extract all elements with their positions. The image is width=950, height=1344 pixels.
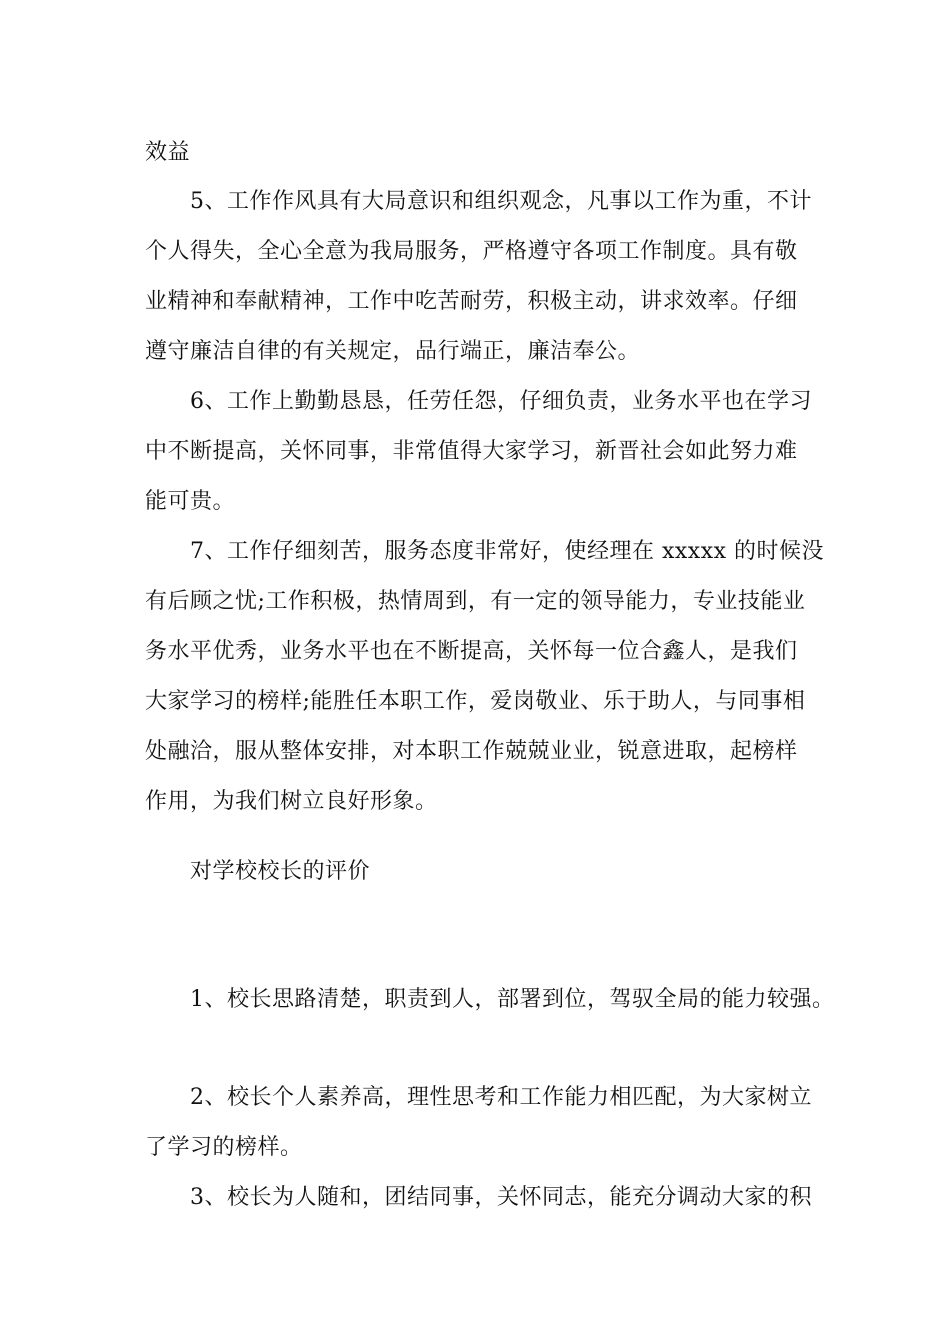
principal-item-2-line-1: 2、校长个人素养高，理性思考和工作能力相匹配，为大家树立 xyxy=(190,1085,812,1110)
item-6-line-2: 中不断提高，关怀同事，非常值得大家学习，新晋社会如此努力难 xyxy=(145,439,798,464)
item-5-line-4: 遵守廉洁自律的有关规定，品行端正，廉洁奉公。 xyxy=(145,339,641,364)
principal-item-3-line-1: 3、校长为人随和，团结同事，关怀同志，能充分调动大家的积 xyxy=(190,1185,812,1210)
item-7-line-1: 7、工作仔细刻苦，服务态度非常好，使经理在 xxxxx 的时候没 xyxy=(190,539,825,564)
item-7-line-6: 作用，为我们树立良好形象。 xyxy=(145,789,438,814)
principal-item-2-line-2: 了学习的榜样。 xyxy=(145,1135,303,1160)
item-6-line-1: 6、工作上勤勤恳恳，任劳任怨，仔细负责，业务水平也在学习 xyxy=(190,389,812,414)
principal-item-1-line-1: 1、校长思路清楚，职责到人，部署到位，驾驭全局的能力较强。 xyxy=(190,987,835,1012)
item-6-line-3: 能可贵。 xyxy=(145,489,236,514)
item-7-line-5: 处融洽，服从整体安排，对本职工作兢兢业业，锐意进取，起榜样 xyxy=(145,739,798,764)
item-7-line-3: 务水平优秀，业务水平也在不断提高，关怀每一位合鑫人，是我们 xyxy=(145,639,798,664)
item-7-line-4: 大家学习的榜样;能胜任本职工作，爱岗敬业、乐于助人，与同事相 xyxy=(145,689,806,714)
item-5-line-3: 业精神和奉献精神，工作中吃苦耐劳，积极主动，讲求效率。仔细 xyxy=(145,289,798,314)
item-5-line-2: 个人得失，全心全意为我局服务，严格遵守各项工作制度。具有敬 xyxy=(145,239,798,264)
text-line-top-fragment: 效益 xyxy=(145,140,191,165)
item-5-line-1: 5、工作作风具有大局意识和组织观念，凡事以工作为重，不计 xyxy=(190,189,812,214)
section-title: 对学校校长的评价 xyxy=(190,859,371,884)
item-7-line-2: 有后顾之忧;工作积极，热情周到，有一定的领导能力，专业技能业 xyxy=(145,589,806,614)
